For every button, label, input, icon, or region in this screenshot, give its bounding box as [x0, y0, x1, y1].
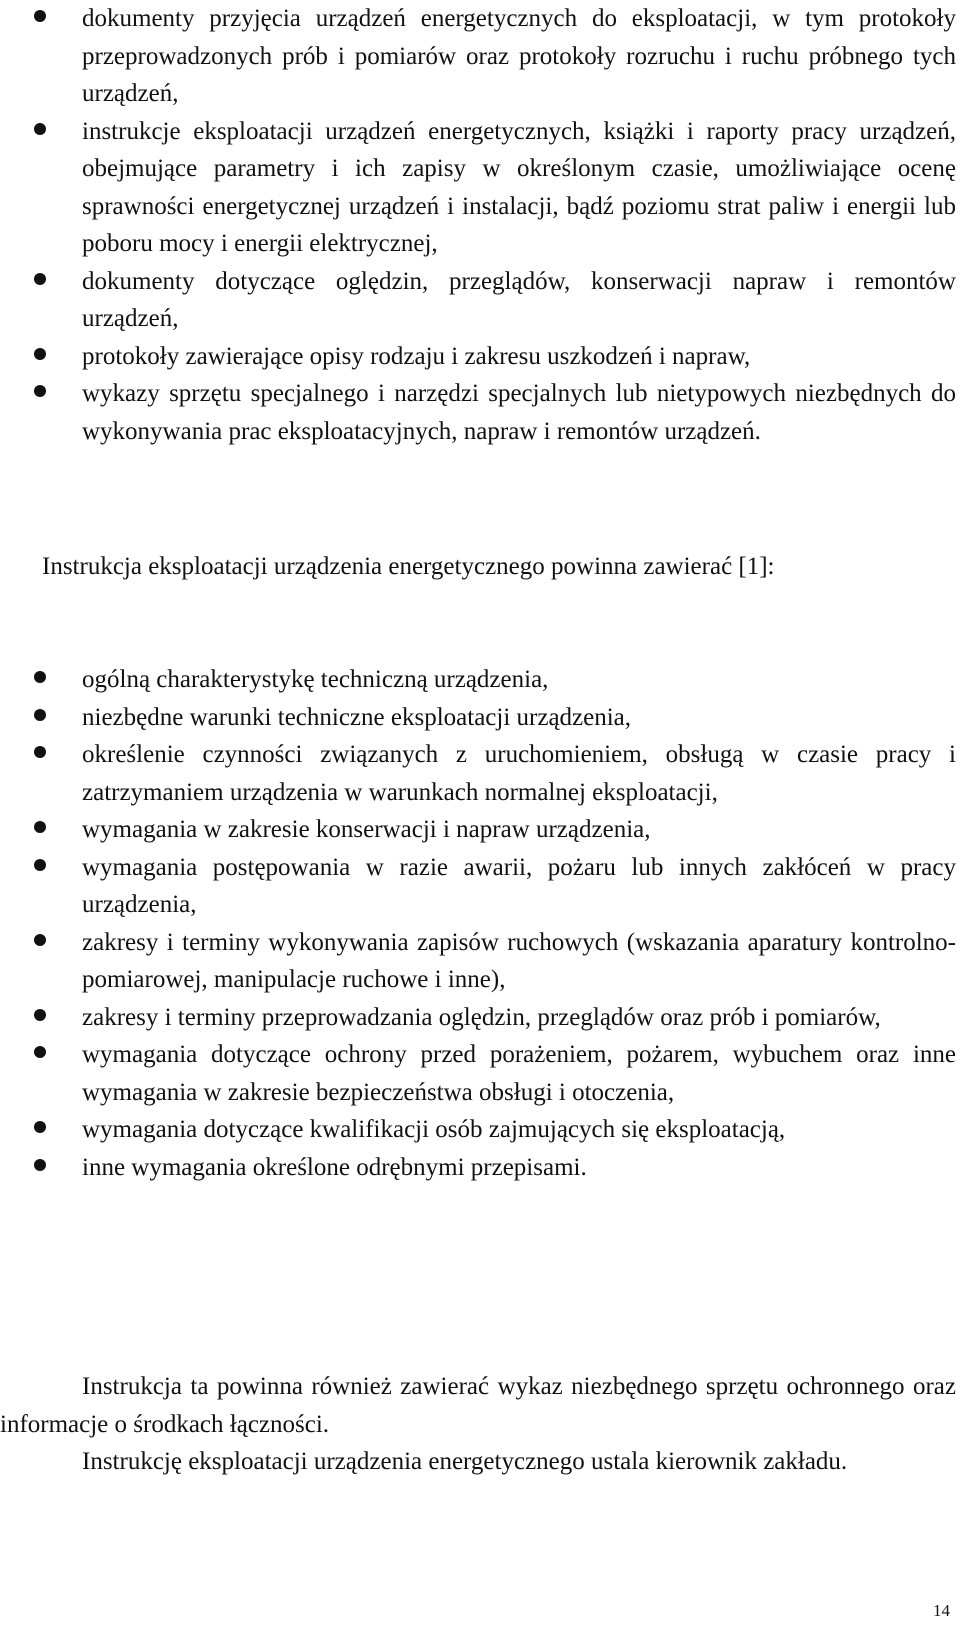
list-item-text: protokoły zawierające opisy rodzaju i zakresu uszkodzeń i napraw,: [82, 342, 751, 370]
bullet-icon: [34, 859, 46, 871]
list-item: [0, 263, 960, 338]
bullet-icon: [34, 385, 46, 397]
list-item-text: wymagania dotyczące kwalifikacji osób zajmujących się eksploatacją,: [82, 1116, 786, 1143]
list-item-text: instrukcje eksploatacji urządzeń energetycznych, książki i raporty pracy urządzeń, obejmujące parametry i ich zapisy w określonym czasie, umożliwiające ocenę sprawności energetycznej urządzeń i instalacji, bądź poziomu strat paliw i energii lub poboru mocy i energii elektrycznej,: [82, 117, 956, 257]
bullet-icon: [34, 1159, 46, 1171]
list-item: [0, 1111, 960, 1149]
list-item: [0, 924, 960, 999]
list-item-text: ogólną charakterystykę techniczną urządzenia,: [82, 666, 549, 693]
bullet-icon: [34, 709, 46, 721]
bullet-icon: [34, 273, 46, 285]
list-item-text: zakresy i terminy przeprowadzania oględzin, przeglądów oraz prób i pomiarów,: [82, 1003, 881, 1031]
list-item: [0, 661, 960, 699]
list-item: [0, 0, 960, 113]
list-item-text: wykazy sprzętu specjalnego i narzędzi specjalnych lub nietypowych niezbędnych do wykonywania prac eksploatacyjnych, napraw i remontów urządzeń.: [82, 380, 956, 445]
list-item-text: wymagania dotyczące ochrony przed porażeniem, pożarem, wybuchem oraz inne wymagania w zakresie bezpieczeństwa obsługi i otoczenia,: [82, 1041, 956, 1106]
list-item: [0, 811, 960, 849]
list-item-text: dokumenty przyjęcia urządzeń energetycznych do eksploatacji, w tym protokoły przeprowadzonych prób i pomiarów oraz protokoły rozruchu i ruchu próbnego tych urządzeń,: [82, 5, 956, 107]
list-item: [0, 1149, 960, 1187]
bullet-icon: [34, 746, 46, 758]
list-item: [0, 849, 960, 924]
page-number: 14: [933, 1601, 950, 1620]
list-item: [0, 338, 960, 376]
records-bullet-list: [0, 0, 960, 450]
bullet-icon: [34, 1046, 46, 1058]
list-item-text: określenie czynności związanych z uruchomieniem, obsługą w czasie pracy i zatrzymaniem urządzenia w warunkach normalnej eksploatacji,: [82, 741, 956, 806]
list-item-text: dokumenty dotyczące oględzin, przeglądów, konserwacji napraw i remontów urządzeń,: [82, 267, 956, 332]
instruction-contents-list: [0, 661, 960, 1186]
bullet-icon: [34, 671, 46, 683]
list-item: [0, 999, 960, 1037]
closing-paragraph: Instrukcja ta powinna również zawierać wykaz niezbędnego sprzętu ochronnego oraz informacje o środkach łączności.: [0, 1373, 956, 1438]
list-item: [0, 699, 960, 737]
bullet-icon: [34, 10, 46, 22]
list-item: [0, 736, 960, 811]
list-item-text: wymagania w zakresie konserwacji i napraw urządzenia,: [82, 816, 651, 843]
list-item-text: inne wymagania określone odrębnymi przepisami.: [82, 1153, 587, 1181]
list-item: [0, 1036, 960, 1111]
bullet-icon: [34, 821, 46, 833]
bullet-icon: [34, 934, 46, 946]
bullet-icon: [34, 123, 46, 135]
intro-paragraph: Instrukcja eksploatacji urządzenia energetycznego powinna zawierać [1]:: [42, 553, 775, 580]
list-item: [0, 113, 960, 263]
bullet-icon: [34, 348, 46, 360]
bullet-icon: [34, 1009, 46, 1021]
list-item-text: niezbędne warunki techniczne eksploatacji urządzenia,: [82, 703, 632, 731]
list-item-text: zakresy i terminy wykonywania zapisów ruchowych (wskazania aparatury kontrolno-pomiarowej, manipulacje ruchowe i inne),: [82, 928, 956, 993]
list-item: [0, 375, 960, 450]
bullet-icon: [34, 1121, 46, 1133]
list-item-text: wymagania postępowania w razie awarii, pożaru lub innych zakłóceń w pracy urządzenia,: [82, 853, 956, 918]
closing-paragraph: Instrukcję eksploatacji urządzenia energetycznego ustala kierownik zakładu.: [82, 1448, 848, 1475]
